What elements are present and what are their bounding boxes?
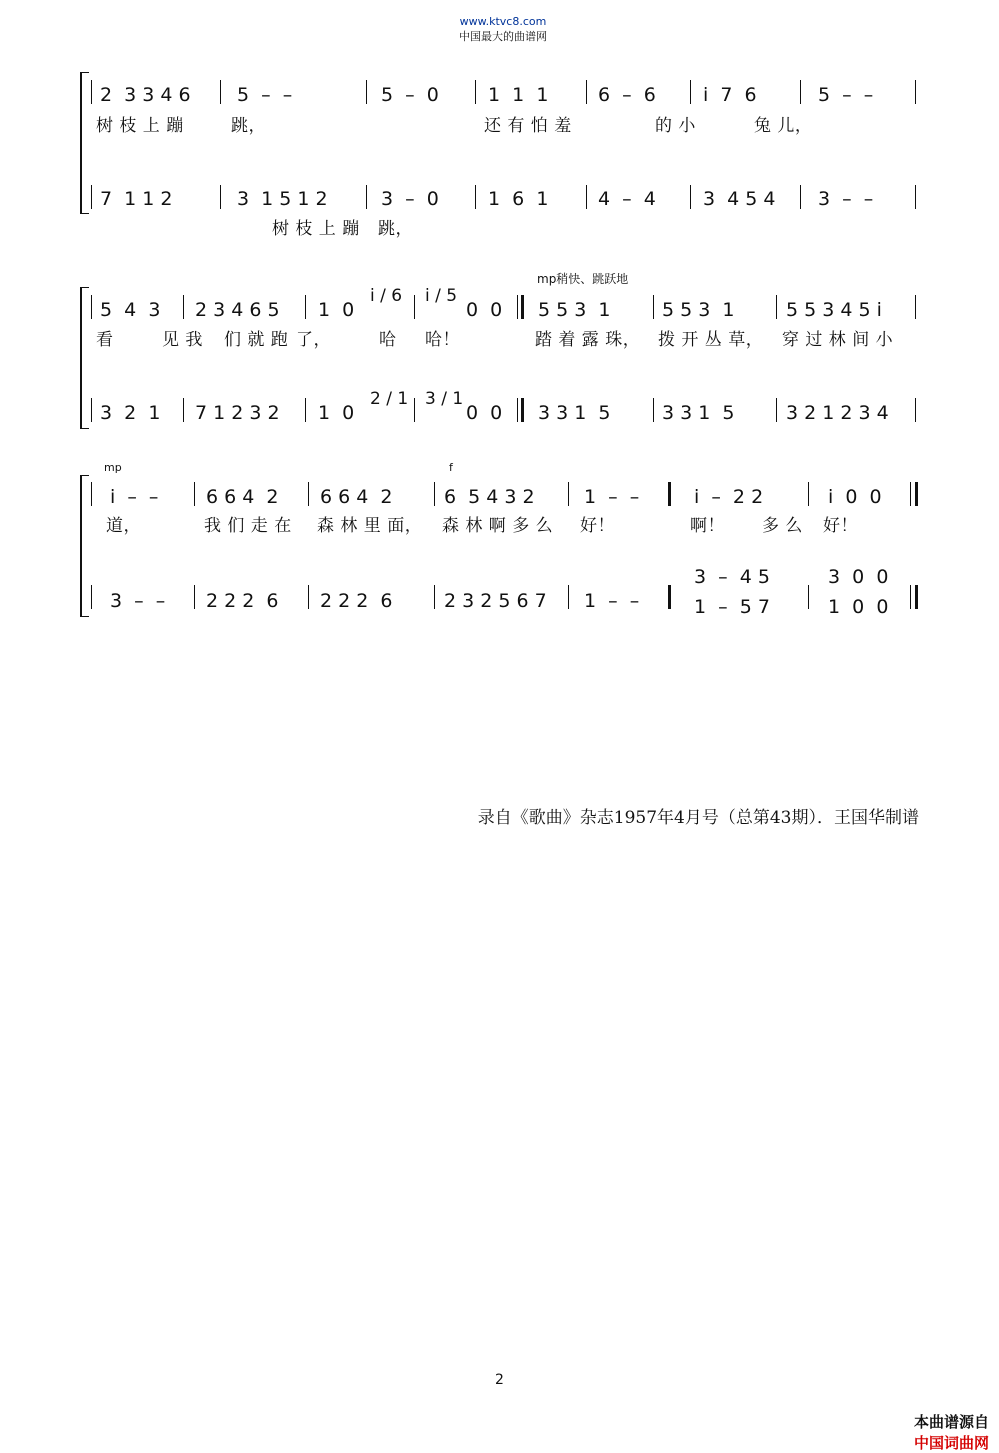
lyric-text: 拨 开 丛 草， xyxy=(658,330,764,350)
barline xyxy=(91,398,92,422)
measure-notes: 2 2 2 6 xyxy=(206,590,279,612)
barline xyxy=(568,585,569,609)
measure-notes: 1 0 xyxy=(318,402,355,424)
system-bracket xyxy=(80,475,89,617)
barline xyxy=(220,185,221,209)
lyric-text: 踏 着 露 珠， xyxy=(535,330,641,350)
measure-notes: 3 1 5 1 2 xyxy=(237,188,328,210)
site-header xyxy=(0,2,999,44)
lyric-text: 穿 过 林 间 小 xyxy=(782,330,894,350)
barline xyxy=(91,80,92,104)
lyric-text: 树 枝 上 蹦 xyxy=(272,219,360,239)
barline xyxy=(194,585,195,609)
measure-notes: 3 2 1 2 3 4 xyxy=(786,402,889,424)
final-barline xyxy=(915,585,918,609)
measure-notes: 1 1 1 xyxy=(488,84,549,106)
barline xyxy=(915,185,916,209)
measure-notes: 6 5 4 3 2 xyxy=(444,486,535,508)
measure-notes: 7 1 2 3 2 xyxy=(195,402,280,424)
barline xyxy=(915,295,916,319)
barline xyxy=(586,185,587,209)
lyric-text: 还 有 怕 羞 xyxy=(484,116,572,136)
barline xyxy=(183,295,184,319)
measure-notes: 5 5 3 1 xyxy=(662,299,735,321)
lyric-text: 树 枝 上 蹦 xyxy=(96,116,184,136)
repeat-barline xyxy=(521,398,524,422)
measure-notes: 1 – 5 7 xyxy=(694,596,770,618)
measure-notes: i – – xyxy=(110,486,159,508)
barline xyxy=(308,482,309,506)
barline xyxy=(434,482,435,506)
barline xyxy=(800,185,801,209)
lyric-text: 哈 xyxy=(379,330,397,350)
barline xyxy=(915,398,916,422)
measure-notes: 5 – – xyxy=(818,84,874,106)
measure-notes: 3 – – xyxy=(818,188,874,210)
measure-notes: 4 – 4 xyxy=(598,188,656,210)
measure-notes: 5 – – xyxy=(237,84,293,106)
lyric-text: 们 就 跑 xyxy=(224,330,289,350)
barline xyxy=(475,185,476,209)
barline xyxy=(910,585,911,609)
measure-notes: 1 0 0 xyxy=(828,596,889,618)
lyric-text: 见 我 xyxy=(162,330,203,350)
barline xyxy=(91,482,92,506)
measure-notes: 3 4 5 4 xyxy=(703,188,776,210)
barline xyxy=(305,295,306,319)
measure-notes: 3 – – xyxy=(110,590,166,612)
measure-notes: 1 6 1 xyxy=(488,188,549,210)
measure-notes: 0 0 xyxy=(466,299,503,321)
barline xyxy=(434,585,435,609)
barline xyxy=(690,185,691,209)
measure-notes: 3 2 1 xyxy=(100,402,161,424)
barline xyxy=(414,398,415,422)
barline xyxy=(776,295,777,319)
measure-notes: 5 4 3 xyxy=(100,299,161,321)
barline xyxy=(366,80,367,104)
barline xyxy=(653,295,654,319)
measure-notes: 0 0 xyxy=(466,402,503,424)
lyric-text: 的 小 xyxy=(655,116,696,136)
barline xyxy=(220,80,221,104)
measure-notes: i – 2 2 xyxy=(694,486,764,508)
chord-notes: 3 / 1 xyxy=(425,389,464,409)
source-footer xyxy=(904,1393,989,1453)
score-credit: 录自《歌曲》杂志1957年4月号（总第43期）．王国华制谱 xyxy=(477,808,919,828)
barline xyxy=(91,295,92,319)
header-site-name: 中国最大的曲谱网 xyxy=(459,30,547,43)
lyric-text: 兔 儿， xyxy=(754,116,813,136)
final-barline xyxy=(915,482,918,506)
measure-notes: 1 – – xyxy=(584,486,640,508)
measure-notes: i 0 0 xyxy=(828,486,882,508)
measure-notes: 3 3 1 5 xyxy=(538,402,611,424)
measure-notes: 6 6 4 2 xyxy=(206,486,279,508)
barline xyxy=(915,80,916,104)
lyric-text: 看 xyxy=(96,330,114,350)
measure-notes: 5 – 0 xyxy=(381,84,439,106)
measure-notes: 2 2 2 6 xyxy=(320,590,393,612)
measure-notes: 5 5 3 1 xyxy=(538,299,611,321)
barline xyxy=(568,482,569,506)
source-site-link[interactable]: 中国词曲网 xyxy=(913,1434,989,1452)
lyric-text: 跳， xyxy=(378,219,413,239)
repeat-barline xyxy=(668,585,671,609)
barline xyxy=(586,80,587,104)
repeat-barline xyxy=(668,482,671,506)
lyric-text: 森 林 啊 多 么 xyxy=(442,516,554,536)
lyric-text: 我 们 走 在 xyxy=(204,516,292,536)
measure-notes: 2 3 4 6 5 xyxy=(195,299,280,321)
barline xyxy=(91,185,92,209)
chord-notes: i / 5 xyxy=(425,286,458,306)
lyric-text: 跳， xyxy=(231,116,266,136)
barline xyxy=(366,185,367,209)
measure-notes: 7 1 1 2 xyxy=(100,188,173,210)
dynamic-f: f xyxy=(449,461,453,474)
barline xyxy=(305,398,306,422)
barline xyxy=(517,295,518,319)
barline xyxy=(800,80,801,104)
measure-notes: 2 3 3 4 6 xyxy=(100,84,191,106)
measure-notes: 5 5 3 4 5 i xyxy=(786,299,882,321)
measure-notes: 3 – 4 5 xyxy=(694,566,770,588)
barline xyxy=(517,398,518,422)
barline xyxy=(808,482,809,506)
measure-notes: 1 – – xyxy=(584,590,640,612)
measure-notes: 3 – 0 xyxy=(381,188,439,210)
source-prefix: 本曲谱源自 xyxy=(913,1413,989,1431)
header-url[interactable]: www.ktvc8.com xyxy=(459,15,547,28)
lyric-text: 多 么 xyxy=(762,516,803,536)
measure-notes: 3 3 1 5 xyxy=(662,402,735,424)
lyric-text: 了， xyxy=(296,330,331,350)
barline xyxy=(194,482,195,506)
measure-notes: i 7 6 xyxy=(703,84,757,106)
measure-notes: 1 0 xyxy=(318,299,355,321)
measure-notes: 3 0 0 xyxy=(828,566,889,588)
barline xyxy=(414,295,415,319)
lyric-text: 好！ xyxy=(823,516,858,536)
measure-notes: 6 6 4 2 xyxy=(320,486,393,508)
chord-notes: i / 6 xyxy=(370,286,403,306)
barline xyxy=(91,585,92,609)
repeat-barline xyxy=(521,295,524,319)
page-number: 2 xyxy=(495,1372,504,1388)
lyric-text: 森 林 里 面， xyxy=(317,516,423,536)
measure-notes: 6 – 6 xyxy=(598,84,656,106)
system-bracket xyxy=(80,287,89,429)
barline xyxy=(183,398,184,422)
dynamic-mp: mp xyxy=(104,461,122,474)
barline xyxy=(776,398,777,422)
tempo-marking: mp稍快、跳跃地 xyxy=(537,272,629,286)
barline xyxy=(690,80,691,104)
lyric-text: 哈！ xyxy=(425,330,460,350)
barline xyxy=(910,482,911,506)
system-bracket xyxy=(80,72,89,214)
chord-notes: 2 / 1 xyxy=(370,389,409,409)
barline xyxy=(808,585,809,609)
lyric-text: 好！ xyxy=(580,516,615,536)
barline xyxy=(308,585,309,609)
lyric-text: 道， xyxy=(106,516,141,536)
barline xyxy=(475,80,476,104)
measure-notes: 2 3 2 5 6 7 xyxy=(444,590,547,612)
barline xyxy=(653,398,654,422)
lyric-text: 啊！ xyxy=(690,516,725,536)
